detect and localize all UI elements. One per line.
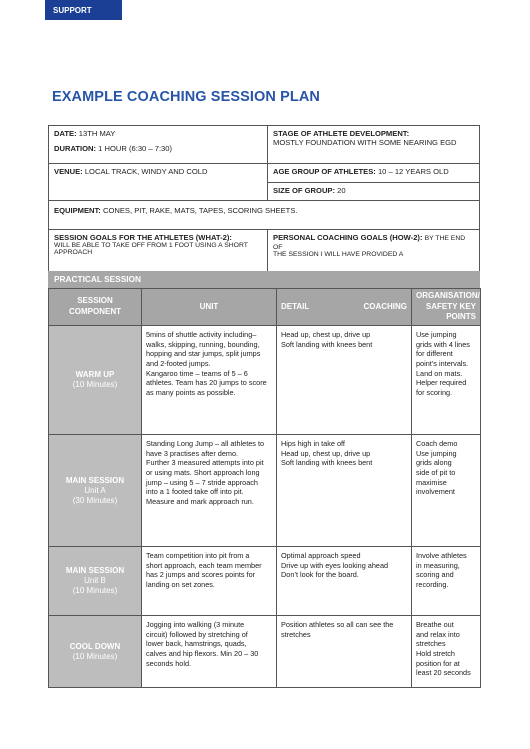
header-unit: UNIT bbox=[142, 289, 277, 326]
table-header-row bbox=[49, 289, 481, 326]
header-detail-coaching bbox=[277, 289, 412, 326]
table-row bbox=[49, 547, 481, 616]
component-name: COOL DOWN bbox=[69, 641, 121, 651]
component-cell bbox=[49, 547, 142, 616]
athlete-goals-label: SESSION GOALS FOR THE ATHLETES (WHAT-2): bbox=[54, 233, 232, 242]
unit-cell: Jogging into walking (3 minute circuit) followed by stretching of lower back, hamstrings, quads, calves and hip flexors. Min 20 – 30 seconds hold. bbox=[142, 616, 277, 688]
header-detail: DETAIL bbox=[281, 301, 310, 311]
practical-session-table bbox=[48, 288, 481, 688]
unit-cell: 5mins of shuttle activity including– walks, skipping, running, bounding, hopping and star jumps, split jumps and 2-footed jumps. Kangaroo time – teams of 5 – 6 athletes. Team has 20 jumps to score as many points as possible. bbox=[142, 326, 277, 435]
athlete-goals-cell bbox=[49, 230, 268, 272]
table-row bbox=[49, 616, 481, 688]
coaching-goals-value-b: THE SESSION I WILL HAVE PROVIDED A bbox=[273, 251, 404, 258]
coaching-goals-label: PERSONAL COACHING GOALS (HOW-2): bbox=[273, 233, 423, 242]
component-unit: Unit A bbox=[84, 485, 106, 495]
component-duration: (10 Minutes) bbox=[72, 651, 118, 661]
support-tab: SUPPORT bbox=[45, 0, 122, 20]
page-title: EXAMPLE COACHING SESSION PLAN bbox=[52, 89, 320, 105]
date-value: 13TH MAY bbox=[78, 129, 116, 138]
component-duration: (10 Minutes) bbox=[72, 380, 118, 389]
component-name: WARM UP bbox=[75, 370, 115, 379]
size-value: 20 bbox=[337, 186, 346, 195]
practical-session-bar: PRACTICAL SESSION bbox=[48, 271, 480, 288]
equipment-cell bbox=[49, 201, 303, 229]
venue-label: VENUE: bbox=[54, 167, 83, 176]
safety-cell: Involve athletes in measuring, scoring and recording. bbox=[412, 547, 481, 616]
component-duration: (30 Minutes) bbox=[72, 495, 118, 505]
age-value: 10 – 12 YEARS OLD bbox=[377, 167, 449, 176]
component-cell bbox=[49, 435, 142, 547]
detail-cell: Hips high in take off Head up, chest up, drive up Soft landing with knees bent bbox=[277, 435, 412, 547]
stage-value: MOSTLY FOUNDATION WITH SOME NEARING EGD bbox=[273, 138, 457, 147]
venue-cell bbox=[49, 164, 268, 200]
duration-label: DURATION: bbox=[54, 144, 97, 153]
info-row-date bbox=[49, 126, 479, 164]
athlete-goals-value: WILL BE ABLE TO TAKE OFF FROM 1 FOOT USING A SHORT APPROACH bbox=[54, 242, 248, 256]
component-duration: (10 Minutes) bbox=[72, 586, 118, 595]
size-label: SIZE OF GROUP: bbox=[273, 186, 336, 195]
safety-cell: Breathe out and relax into stretches Hold stretch position for at least 20 seconds bbox=[412, 616, 481, 688]
component-name: MAIN SESSION bbox=[65, 566, 125, 575]
table-row bbox=[49, 435, 481, 547]
info-row-goals bbox=[49, 230, 479, 272]
safety-cell: Coach demo Use jumping grids along side of pit to maximise involvement bbox=[412, 435, 481, 547]
component-cell bbox=[49, 326, 142, 435]
session-info-table bbox=[48, 125, 480, 273]
equipment-value: CONES, PIT, RAKE, MATS, TAPES, SCORING SHEETS. bbox=[102, 206, 298, 215]
info-row-venue bbox=[49, 164, 479, 201]
detail-cell: Position athletes so all can see the stretches bbox=[277, 616, 412, 688]
safety-cell: Use jumping grids with 4 lines for different point’s intervals. Land on mats. Helper required for scoring. bbox=[412, 326, 481, 435]
age-label: AGE GROUP OF ATHLETES: bbox=[273, 167, 376, 176]
date-label: DATE: bbox=[54, 129, 77, 138]
component-cell bbox=[49, 616, 142, 688]
detail-cell: Optimal approach speed Drive up with eyes looking ahead Don’t look for the board. bbox=[277, 547, 412, 616]
venue-value: LOCAL TRACK, WINDY AND COLD bbox=[84, 167, 208, 176]
component-name: MAIN SESSION bbox=[65, 475, 125, 485]
info-row-equipment bbox=[49, 201, 479, 230]
header-coaching: COACHING bbox=[363, 301, 407, 311]
stage-label: STAGE OF ATHLETE DEVELOPMENT: bbox=[273, 129, 410, 138]
date-duration-cell bbox=[49, 126, 268, 163]
stage-cell bbox=[268, 126, 479, 163]
detail-cell: Head up, chest up, drive up Soft landing with knees bent bbox=[277, 326, 412, 435]
equipment-label: EQUIPMENT: bbox=[54, 206, 101, 215]
table-row bbox=[49, 326, 481, 435]
unit-cell: Standing Long Jump – all athletes to have 3 practises after demo. Further 3 measured attempts into pit or using mats. Short approach long jump – using 5 – 7 stride approach into a 1 footed take off into pit. Measure and mark approach run. bbox=[142, 435, 277, 547]
header-component: SESSION COMPONENT bbox=[49, 289, 142, 326]
duration-value: 1 HOUR (6:30 – 7:30) bbox=[98, 144, 173, 153]
age-size-cell bbox=[268, 164, 479, 200]
component-unit: Unit B bbox=[84, 576, 106, 585]
unit-cell: Team competition into pit from a short approach, each team member has 2 jumps and scores points for landing on set zones. bbox=[142, 547, 277, 616]
header-safety: ORGANISATION/ SAFETY KEY POINTS bbox=[412, 289, 481, 326]
coaching-goals-value-a: BY THE END OF bbox=[273, 235, 466, 251]
coaching-goals-cell bbox=[268, 230, 479, 272]
